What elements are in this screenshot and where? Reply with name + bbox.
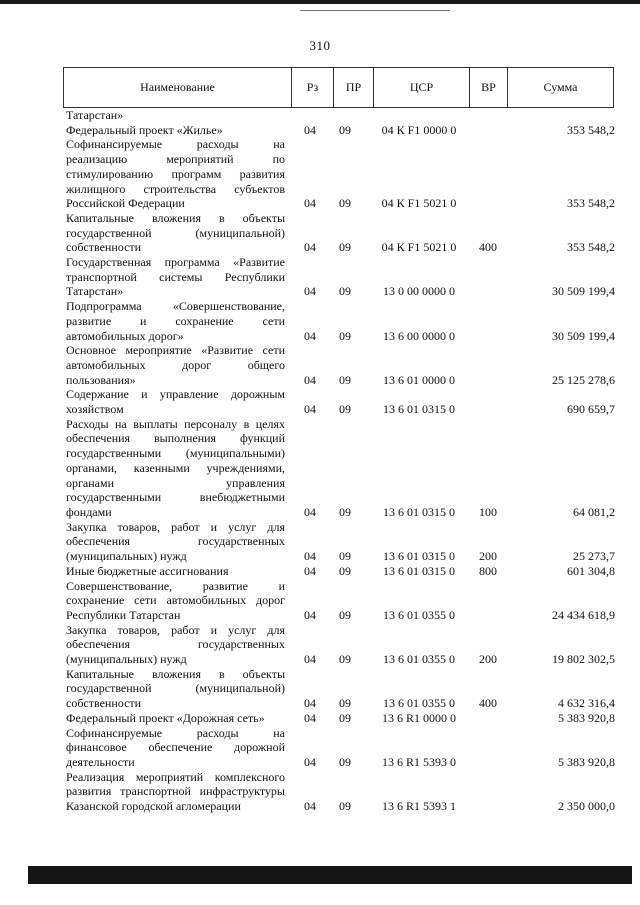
- row-rz: 04: [304, 563, 316, 578]
- row-name-line: органами, казенными учреждениями,: [66, 460, 285, 475]
- row-name: [66, 667, 285, 711]
- row-name: [66, 711, 285, 726]
- row-csr: 13 6 01 0355 0: [383, 696, 455, 711]
- row-rz: 04: [304, 372, 316, 387]
- row-name-line: транспортной системы Республики: [66, 269, 285, 284]
- row-name-line: пользования»: [66, 372, 136, 387]
- row-sum: 25 273,7: [573, 549, 615, 564]
- row-csr: 13 6 01 0315 0: [383, 402, 455, 417]
- row-name-line: Основное мероприятие «Развитие сети: [66, 343, 285, 358]
- row-pr: 09: [339, 402, 351, 417]
- row-name-line: собственности: [66, 696, 142, 711]
- row-name-line: автомобильных дорог общего: [66, 357, 285, 372]
- row-sum: 353 548,2: [567, 122, 615, 137]
- row-vr: 400: [479, 240, 497, 255]
- row-csr: 13 6 R1 5393 0: [381, 754, 456, 769]
- row-csr: 13 6 R1 5393 1: [381, 799, 456, 814]
- row-sum: 5 383 920,8: [558, 754, 615, 769]
- row-name-line: Федеральный проект «Жилье»: [66, 122, 223, 137]
- row-name-line: обеспечения государственных: [66, 534, 285, 549]
- row-name-line: жилищного строительства субъектов: [66, 181, 285, 196]
- row-name-line: стимулированию программ развития: [66, 166, 285, 181]
- row-name-line: развитие и сохранение сети: [66, 313, 285, 328]
- row-name-line: автомобильных дорог»: [66, 328, 184, 343]
- row-name: [66, 299, 285, 343]
- row-rz: 04: [304, 196, 316, 211]
- table-row: [0, 108, 640, 123]
- row-pr: 09: [339, 549, 351, 564]
- row-csr: 13 6 01 0315 0: [383, 563, 455, 578]
- row-name-line: Татарстан»: [66, 108, 124, 122]
- row-sum: 690 659,7: [567, 402, 615, 417]
- row-name-line: Софинансируемые расходы на: [66, 725, 285, 740]
- row-pr: 09: [339, 754, 351, 769]
- row-name-line: органами управления: [66, 475, 285, 490]
- table-row: [0, 211, 640, 255]
- row-name: [66, 579, 285, 623]
- row-csr: 13 6 01 0355 0: [383, 607, 455, 622]
- row-name-line: Расходы на выплаты персоналу в целях: [66, 416, 285, 431]
- row-rz: 04: [304, 799, 316, 814]
- row-csr: 13 6 01 0315 0: [383, 549, 455, 564]
- row-name: [66, 417, 285, 520]
- table-row: [0, 387, 640, 416]
- row-name-line: государственной (муниципальной): [66, 681, 285, 696]
- table-row: [0, 623, 640, 667]
- row-rz: 04: [304, 754, 316, 769]
- row-rz: 04: [304, 402, 316, 417]
- row-name-line: сохранение сети автомобильных дорог: [66, 593, 285, 608]
- row-name-line: Татарстан»: [66, 284, 124, 299]
- row-csr: 13 6 00 0000 0: [383, 328, 455, 343]
- row-name-line: обеспечения государственных: [66, 637, 285, 652]
- row-sum: 4 632 316,4: [558, 696, 615, 711]
- page-number: 310: [309, 38, 331, 53]
- row-name-line: Капитальные вложения в объекты: [66, 666, 285, 681]
- row-vr: 100: [479, 504, 497, 519]
- row-vr: 200: [479, 652, 497, 667]
- row-pr: 09: [339, 122, 351, 137]
- header-vr: ВР: [469, 68, 507, 107]
- row-rz: 04: [304, 328, 316, 343]
- row-name: [66, 255, 285, 299]
- row-name-line: фондами: [66, 504, 112, 519]
- row-name-line: хозяйством: [66, 402, 124, 417]
- table-row: [0, 726, 640, 770]
- row-name-line: собственности: [66, 240, 142, 255]
- row-name-line: развития транспортной инфраструктуры: [66, 784, 285, 799]
- row-sum: 64 081,2: [573, 504, 615, 519]
- header-pr: ПР: [333, 68, 373, 107]
- table-row: [0, 255, 640, 299]
- row-csr: 13 6 01 0000 0: [383, 372, 455, 387]
- header-rz: Рз: [291, 68, 333, 107]
- row-csr: 04 К F1 5021 0: [381, 240, 457, 255]
- row-sum: 30 509 199,4: [552, 328, 615, 343]
- row-name: [66, 726, 285, 770]
- scan-bottom-border: [28, 866, 632, 884]
- table-row: [0, 564, 640, 579]
- row-pr: 09: [339, 284, 351, 299]
- row-sum: 24 434 618,9: [552, 607, 615, 622]
- row-rz: 04: [304, 696, 316, 711]
- row-pr: 09: [339, 607, 351, 622]
- row-name-line: Совершенствование, развитие и: [66, 578, 285, 593]
- row-pr: 09: [339, 710, 351, 725]
- row-csr: 13 6 01 0355 0: [383, 652, 455, 667]
- row-csr: 13 6 R1 0000 0: [381, 710, 456, 725]
- row-sum: 5 383 920,8: [558, 710, 615, 725]
- row-rz: 04: [304, 607, 316, 622]
- row-name: [66, 123, 285, 138]
- table-row: [0, 137, 640, 211]
- row-name-line: Иные бюджетные ассигнования: [66, 563, 229, 578]
- row-name-line: финансовое обеспечение дорожной: [66, 740, 285, 755]
- row-pr: 09: [339, 372, 351, 387]
- row-name: [66, 623, 285, 667]
- row-name-line: деятельности: [66, 754, 135, 769]
- row-name-line: государственной (муниципальной): [66, 225, 285, 240]
- row-sum: 601 304,8: [567, 563, 615, 578]
- row-name: [66, 343, 285, 387]
- table-row: [0, 299, 640, 343]
- row-csr: 04 К F1 0000 0: [381, 122, 457, 137]
- row-name: [66, 770, 285, 814]
- row-csr: 13 6 01 0315 0: [383, 504, 455, 519]
- row-pr: 09: [339, 328, 351, 343]
- row-vr: 800: [479, 563, 497, 578]
- row-name: [66, 520, 285, 564]
- row-name-line: государственными (муниципальными): [66, 446, 285, 461]
- scan-top-mark: [300, 10, 450, 11]
- row-name-line: Республики Татарстан: [66, 607, 181, 622]
- row-name: [66, 108, 285, 123]
- table-row: [0, 123, 640, 138]
- row-name-line: (муниципальных) нужд: [66, 652, 187, 667]
- row-pr: 09: [339, 799, 351, 814]
- row-name-line: обеспечения выполнения функций: [66, 431, 285, 446]
- row-sum: 25 125 278,6: [552, 372, 615, 387]
- row-sum: 353 548,2: [567, 240, 615, 255]
- table-row: [0, 417, 640, 520]
- table-row: [0, 520, 640, 564]
- row-name-line: Софинансируемые расходы на: [66, 137, 285, 152]
- row-csr: 13 0 00 0000 0: [383, 284, 455, 299]
- row-sum: 19 802 302,5: [552, 652, 615, 667]
- row-name-line: Содержание и управление дорожным: [66, 387, 285, 402]
- row-name: [66, 387, 285, 416]
- row-name-line: Закупка товаров, работ и услуг для: [66, 622, 285, 637]
- row-pr: 09: [339, 563, 351, 578]
- row-name-line: Закупка товаров, работ и услуг для: [66, 519, 285, 534]
- row-sum: 2 350 000,0: [558, 799, 615, 814]
- header-name: Наименование: [140, 80, 215, 94]
- table-row: [0, 770, 640, 814]
- row-name-line: Капитальные вложения в объекты: [66, 210, 285, 225]
- row-csr: 04 К F1 5021 0: [381, 196, 457, 211]
- row-pr: 09: [339, 652, 351, 667]
- table-header: [63, 67, 614, 108]
- header-sum: Сумма: [507, 68, 613, 107]
- row-rz: 04: [304, 549, 316, 564]
- row-name-line: реализацию мероприятий по: [66, 152, 285, 167]
- row-name-line: государственными внебюджетными: [66, 490, 285, 505]
- row-rz: 04: [304, 504, 316, 519]
- table-row: [0, 343, 640, 387]
- table-body: [0, 108, 640, 814]
- row-name: [66, 137, 285, 211]
- row-pr: 09: [339, 696, 351, 711]
- table-row: [0, 667, 640, 711]
- row-name-line: (муниципальных) нужд: [66, 549, 187, 564]
- row-rz: 04: [304, 284, 316, 299]
- row-pr: 09: [339, 196, 351, 211]
- row-pr: 09: [339, 240, 351, 255]
- row-name-line: Российской Федерации: [66, 196, 185, 211]
- scan-top-border: [0, 0, 640, 4]
- row-name-line: Федеральный проект «Дорожная сеть»: [66, 710, 265, 725]
- row-rz: 04: [304, 122, 316, 137]
- row-pr: 09: [339, 504, 351, 519]
- table-row: [0, 711, 640, 726]
- row-rz: 04: [304, 652, 316, 667]
- row-rz: 04: [304, 240, 316, 255]
- row-rz: 04: [304, 710, 316, 725]
- row-name-line: Казанской городской агломерации: [66, 799, 241, 814]
- row-name-line: Подпрограмма «Совершенствование,: [66, 299, 285, 314]
- row-vr: 200: [479, 549, 497, 564]
- table-row: [0, 579, 640, 623]
- row-name: [66, 211, 285, 255]
- row-sum: 353 548,2: [567, 196, 615, 211]
- row-name-line: Государственная программа «Развитие: [66, 255, 285, 270]
- row-vr: 400: [479, 696, 497, 711]
- header-csr: ЦСР: [373, 68, 469, 107]
- row-name: [66, 564, 285, 579]
- row-sum: 30 509 199,4: [552, 284, 615, 299]
- row-name-line: Реализация мероприятий комплексного: [66, 769, 285, 784]
